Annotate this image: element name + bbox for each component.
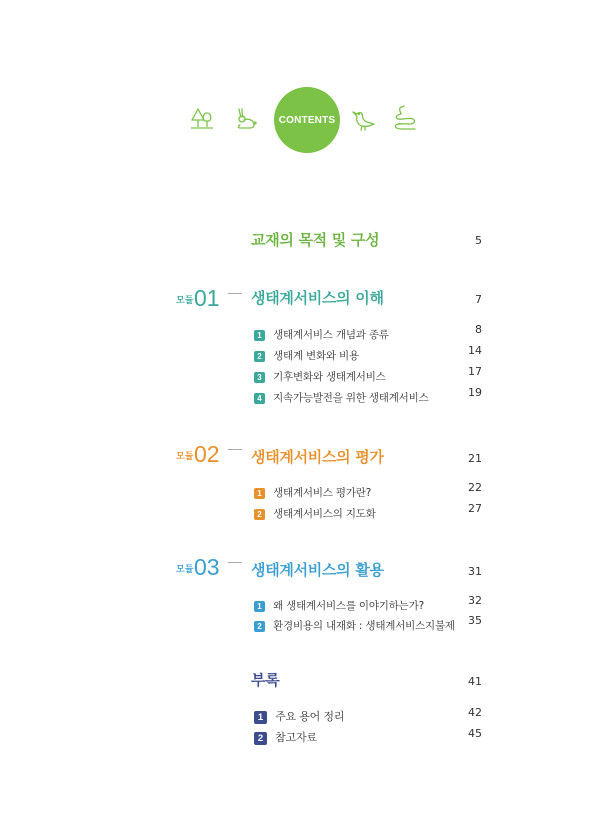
item-text: 생태계서비스 개념과 종류 <box>273 329 389 341</box>
module-label: 모듈 <box>176 565 194 575</box>
item-number: 1 <box>254 330 265 341</box>
divider <box>228 293 242 294</box>
module-title[interactable]: 생태계서비스의 평가 <box>251 448 384 466</box>
divider <box>228 562 242 563</box>
item-number: 4 <box>254 393 265 404</box>
item-text: 생태계 변화와 비용 <box>273 350 359 362</box>
item-page: 8 <box>475 323 482 336</box>
toc-item[interactable] <box>254 365 386 384</box>
item-text: 참고자료 <box>275 731 317 744</box>
snake-icon <box>392 104 418 132</box>
contents-badge: CONTENTS <box>274 87 340 153</box>
toc-item[interactable] <box>254 705 344 724</box>
toc-item[interactable] <box>254 344 359 363</box>
item-text: 생태계서비스 평가란? <box>273 487 372 499</box>
module-label: 모듈 <box>176 452 194 462</box>
item-number: 3 <box>254 372 265 383</box>
item-page: 42 <box>468 706 482 719</box>
module-page: 21 <box>468 452 482 465</box>
item-number: 2 <box>254 732 267 745</box>
item-page: 22 <box>468 481 482 494</box>
toc-item[interactable] <box>254 481 371 500</box>
contents-header <box>0 0 613 180</box>
item-number: 2 <box>254 509 265 520</box>
item-page: 35 <box>468 614 482 627</box>
toc-item[interactable] <box>254 726 317 745</box>
item-text: 지속가능발전을 위한 생태계서비스 <box>273 392 429 404</box>
item-number: 1 <box>254 711 267 724</box>
item-page: 27 <box>468 502 482 515</box>
appendix-page: 41 <box>468 675 482 688</box>
intro-page: 5 <box>475 234 482 247</box>
module-title[interactable]: 생태계서비스의 이해 <box>251 289 384 307</box>
toc-item[interactable] <box>254 502 376 521</box>
toc-item[interactable] <box>254 594 424 613</box>
item-page: 32 <box>468 594 482 607</box>
item-text: 환경비용의 내재화 : 생태계서비스지불제 <box>273 620 455 632</box>
item-number: 1 <box>254 488 265 499</box>
item-number: 2 <box>254 621 265 632</box>
item-text: 주요 용어 정리 <box>275 710 345 723</box>
toc-item[interactable] <box>254 323 389 342</box>
item-page: 45 <box>468 727 482 740</box>
module-page: 31 <box>468 565 482 578</box>
item-page: 14 <box>468 344 482 357</box>
item-text: 기후변화와 생태계서비스 <box>273 371 386 383</box>
intro-title[interactable]: 교재의 목적 및 구성 <box>251 231 380 249</box>
toc-item[interactable] <box>254 614 455 633</box>
rabbit-icon <box>232 106 258 132</box>
module-page: 7 <box>475 293 482 306</box>
item-text: 왜 생태계서비스를 이야기하는가? <box>273 600 424 612</box>
appendix-title[interactable]: 부록 <box>251 671 280 689</box>
module-title[interactable]: 생태계서비스의 활용 <box>251 561 384 579</box>
module-number: 02 <box>194 441 220 467</box>
module-label: 모듈 <box>176 296 194 306</box>
item-number: 2 <box>254 351 265 362</box>
trees-icon <box>189 106 215 132</box>
item-page: 17 <box>468 365 482 378</box>
item-page: 19 <box>468 386 482 399</box>
item-text: 생태계서비스의 지도화 <box>273 508 376 520</box>
bird-icon <box>350 106 376 132</box>
module-number: 01 <box>194 285 220 311</box>
module-number: 03 <box>194 554 220 580</box>
item-number: 1 <box>254 601 265 612</box>
divider <box>228 449 242 450</box>
toc-item[interactable] <box>254 386 429 405</box>
